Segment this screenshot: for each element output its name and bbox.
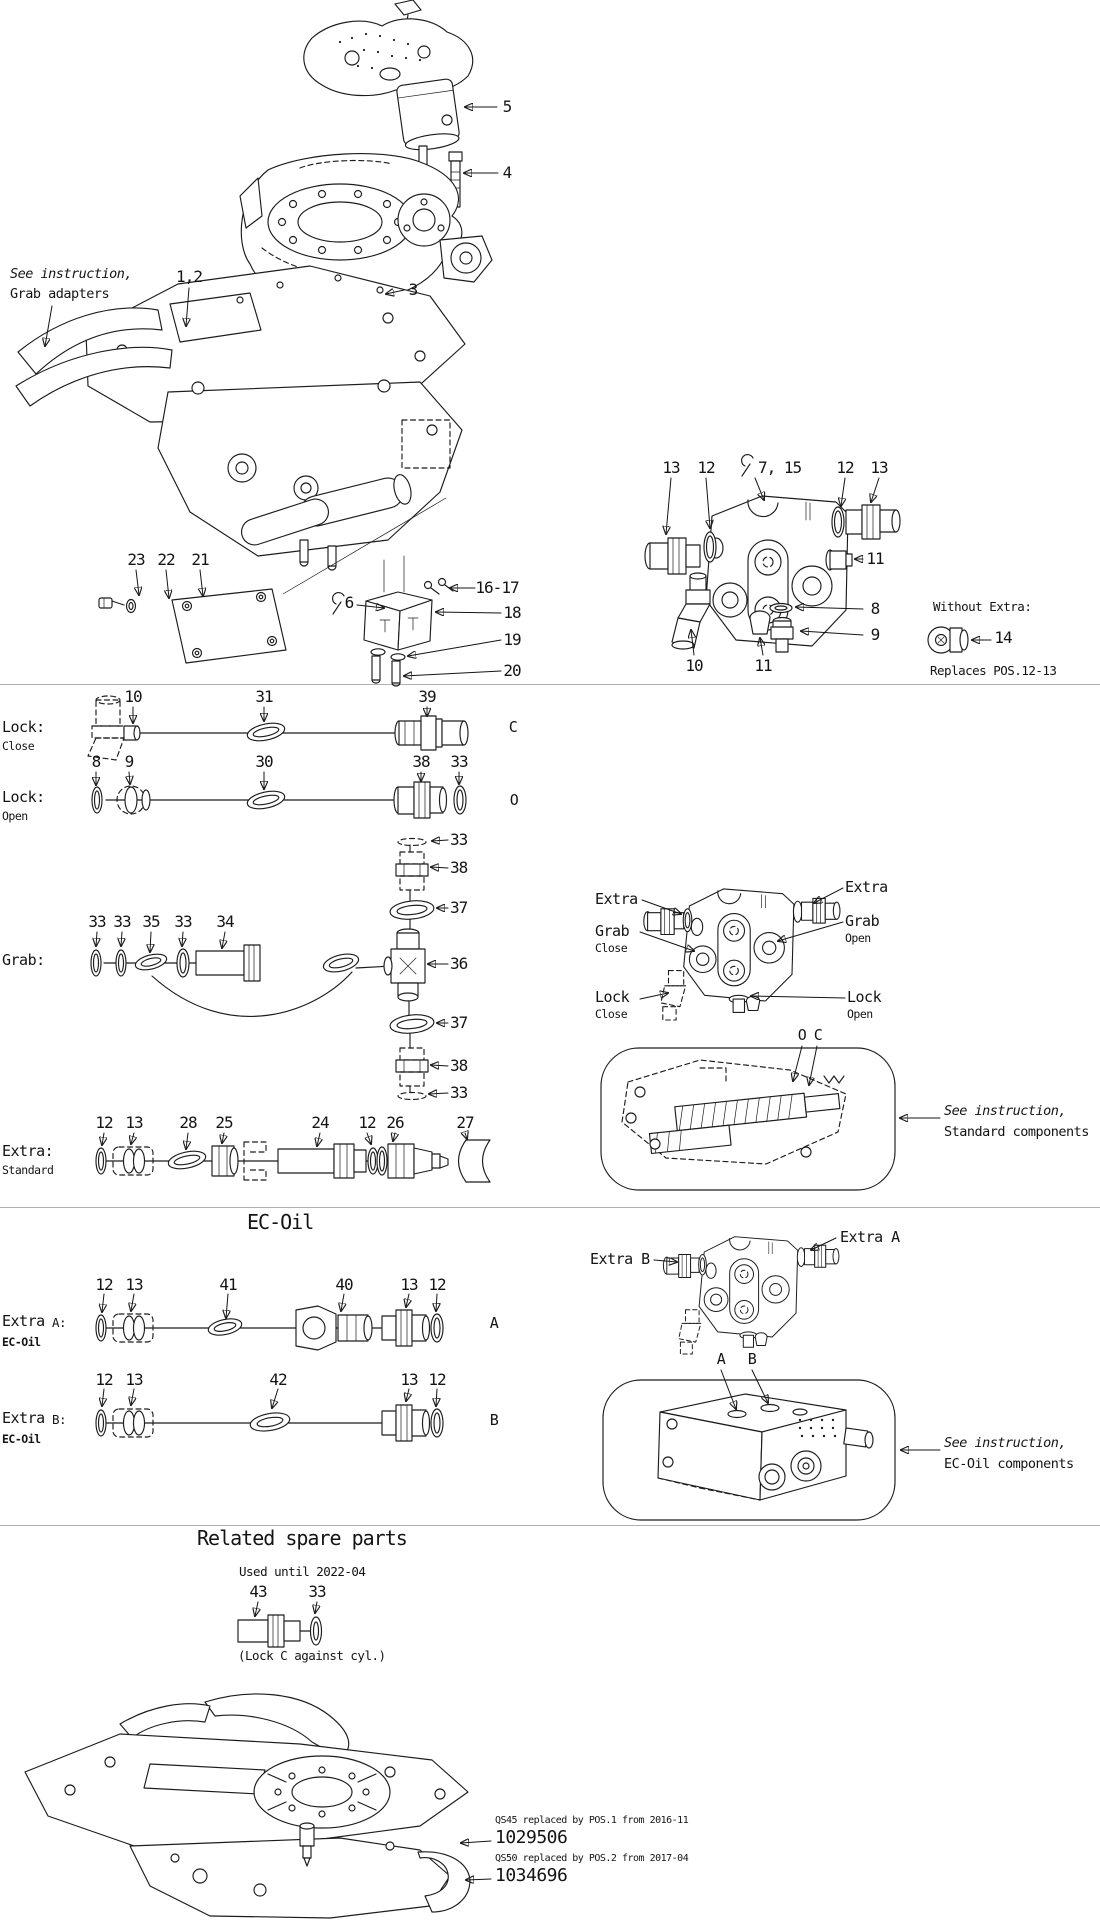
replacement-1-part-number: 1029506: [495, 1827, 568, 1848]
valve-grab-left: Grab: [595, 922, 630, 940]
stack-drawing: [384, 839, 435, 1100]
callout-ea-41: 41: [219, 1275, 237, 1294]
ecoil-extra-a-row-drawing: [96, 1306, 443, 1350]
lock-close-row-drawing: [88, 696, 468, 760]
valve-extra-left: Extra: [595, 890, 638, 908]
callout-lo-30: 30: [255, 752, 273, 771]
callout-8: 8: [870, 599, 880, 618]
callout-lc-31: 31: [255, 687, 273, 706]
lock-close-label: Lock:: [2, 718, 45, 736]
callout-3: 3: [408, 280, 418, 299]
callout-lo-38: 38: [412, 752, 430, 771]
callout-43: 43: [249, 1582, 267, 1601]
callout-g-33c: 33: [174, 912, 192, 931]
see-instruction-ecoil-line1: See instruction,: [944, 1435, 1067, 1451]
replacement-1-note: QS45 replaced by POS.1 from 2016-11: [495, 1815, 689, 1826]
lock-open-row-drawing: [92, 782, 466, 818]
extra-a-sub: EC-Oil: [2, 1335, 41, 1349]
callout-12-right: 12: [836, 458, 854, 477]
callout-stack-38b: 38: [450, 1056, 468, 1075]
extra-sub: Standard: [2, 1163, 54, 1177]
port-b-row: B: [489, 1411, 499, 1429]
callout-ex-26: 26: [386, 1113, 404, 1132]
used-until-note: Used until 2022-04: [239, 1564, 366, 1579]
callout-eb-42: 42: [269, 1370, 287, 1389]
callout-14: 14: [994, 628, 1012, 647]
callout-ex-28: 28: [179, 1113, 197, 1132]
without-extra-part-drawing: [928, 627, 968, 653]
ecoil-valve-block-drawing: [663, 1237, 839, 1354]
valve-extra-right: Extra: [845, 878, 888, 896]
callout-ea-13b: 13: [400, 1275, 418, 1294]
callout-g-35: 35: [142, 912, 160, 931]
callout-13-right: 13: [870, 458, 888, 477]
valve-grab-left-sub: Close: [595, 941, 628, 955]
grab-adapters-note-line2: Grab adapters: [10, 286, 110, 302]
callout-7-15: 7, 15: [758, 458, 802, 477]
port-c-row: C: [508, 718, 518, 736]
callout-9: 9: [870, 625, 880, 644]
see-instruction-ecoil-line2: EC-Oil components: [944, 1456, 1074, 1472]
callout-stack-33a: 33: [450, 830, 468, 849]
callout-eb-13b: 13: [400, 1370, 418, 1389]
valve-lock-right-sub: Open: [847, 1007, 873, 1021]
valve-grab-right: Grab: [845, 912, 880, 930]
callout-lc-39: 39: [418, 687, 436, 706]
valve-lock-left: Lock: [595, 988, 630, 1006]
callout-g-33b: 33: [113, 912, 131, 931]
port-a-box: A: [716, 1350, 726, 1368]
section-dividers: [0, 685, 1100, 1526]
related-title: Related spare parts: [197, 1526, 407, 1550]
extra-b-label: Extra: [2, 1409, 45, 1427]
callout-stack-33b: 33: [450, 1083, 468, 1102]
ecoil-extra-b-row-drawing: [96, 1405, 443, 1441]
callout-ex-24: 24: [311, 1113, 329, 1132]
callout-eb-13a: 13: [125, 1370, 143, 1389]
replacement-2-part-number: 1034696: [495, 1865, 568, 1886]
callout-ea-12b: 12: [428, 1275, 446, 1294]
callout-23: 23: [127, 550, 145, 569]
callout-stack-37a: 37: [450, 898, 468, 917]
lock-close-sub: Close: [2, 739, 35, 753]
port-o-row: O: [509, 791, 519, 809]
callout-ex-25: 25: [215, 1113, 233, 1132]
callout-1-2: 1,2: [176, 267, 202, 286]
callout-13-left: 13: [662, 458, 680, 477]
callout-eb-12a: 12: [95, 1370, 113, 1389]
callout-10: 10: [685, 656, 703, 675]
port-c-box: C: [813, 1026, 823, 1044]
see-instruction-standard-line1: See instruction,: [944, 1103, 1067, 1119]
extra-label: Extra:: [2, 1142, 54, 1160]
callout-ex-27: 27: [456, 1113, 474, 1132]
port-o-box: O: [797, 1026, 807, 1044]
standard-valve-block-drawing: [644, 889, 840, 1020]
wrench-icon: [742, 455, 753, 476]
callout-eb-12b: 12: [428, 1370, 446, 1389]
callout-ea-40: 40: [335, 1275, 353, 1294]
callout-stack-37b: 37: [450, 1013, 468, 1032]
ecoil-valve-extra-b: Extra B: [590, 1250, 650, 1268]
valve-lock-right: Lock: [847, 988, 882, 1006]
callout-12-left: 12: [697, 458, 715, 477]
callout-ex-12b: 12: [358, 1113, 376, 1132]
valve-lock-left-sub: Close: [595, 1007, 628, 1021]
callout-lo-9: 9: [124, 752, 134, 771]
replacement-2-note: QS50 replaced by POS.2 from 2017-04: [495, 1853, 689, 1864]
callout-ex-13: 13: [125, 1113, 143, 1132]
callout-4: 4: [502, 163, 512, 182]
grab-label: Grab:: [2, 951, 45, 969]
related-part-drawing: [238, 1615, 322, 1647]
callout-11-right: 11: [866, 549, 884, 568]
ecoil-components-box: [603, 1380, 895, 1520]
ecoil-valve-extra-a: Extra A: [840, 1228, 900, 1246]
grab-adapters-note-line1: See instruction,: [10, 266, 133, 282]
extra-b-variant: B:: [52, 1412, 67, 1427]
cover-plate-drawing: [99, 589, 286, 663]
callout-19: 19: [503, 630, 521, 649]
wrench-icon: [333, 593, 344, 614]
extra-a-variant: A:: [52, 1315, 67, 1330]
lock-c-note: (Lock C against cyl.): [238, 1648, 386, 1663]
valve-grab-right-sub: Open: [845, 931, 871, 945]
callout-18: 18: [503, 603, 521, 622]
callout-lo-33: 33: [450, 752, 468, 771]
callout-ea-12a: 12: [95, 1275, 113, 1294]
callout-g-34: 34: [216, 912, 234, 931]
pressure-block-drawing: [364, 556, 453, 686]
lock-open-sub: Open: [2, 809, 28, 823]
callout-20: 20: [503, 661, 521, 680]
callout-lc-10: 10: [124, 687, 142, 706]
ecoil-title: EC-Oil: [247, 1210, 314, 1234]
base-machine-drawing: [25, 1694, 470, 1918]
callout-22: 22: [157, 550, 175, 569]
callout-ea-13a: 13: [125, 1275, 143, 1294]
top-valve-block-drawing: [645, 496, 900, 652]
standard-components-box: [601, 1048, 895, 1190]
callout-ex-12a: 12: [95, 1113, 113, 1132]
callout-5: 5: [502, 97, 512, 116]
callout-stack-36: 36: [450, 954, 468, 973]
callout-11-bottom: 11: [754, 656, 772, 675]
extra-standard-row-drawing: [96, 1140, 490, 1182]
port-b-box: B: [747, 1350, 757, 1368]
extra-b-sub: EC-Oil: [2, 1432, 41, 1446]
callout-21: 21: [191, 550, 209, 569]
see-instruction-standard-line2: Standard components: [944, 1124, 1089, 1140]
without-extra-note: Replaces POS.12-13: [930, 663, 1057, 678]
callout-g-33a: 33: [88, 912, 106, 931]
extra-a-label: Extra: [2, 1312, 45, 1330]
callout-stack-38a: 38: [450, 858, 468, 877]
callout-16-17: 16-17: [475, 578, 519, 597]
port-a-row: A: [489, 1314, 499, 1332]
lock-open-label: Lock:: [2, 788, 45, 806]
without-extra-title: Without Extra:: [933, 599, 1032, 614]
callout-6: 6: [344, 593, 354, 612]
callout-r33: 33: [308, 1582, 326, 1601]
grab-row-drawing: [91, 945, 392, 1016]
callout-lo-8: 8: [91, 752, 101, 771]
